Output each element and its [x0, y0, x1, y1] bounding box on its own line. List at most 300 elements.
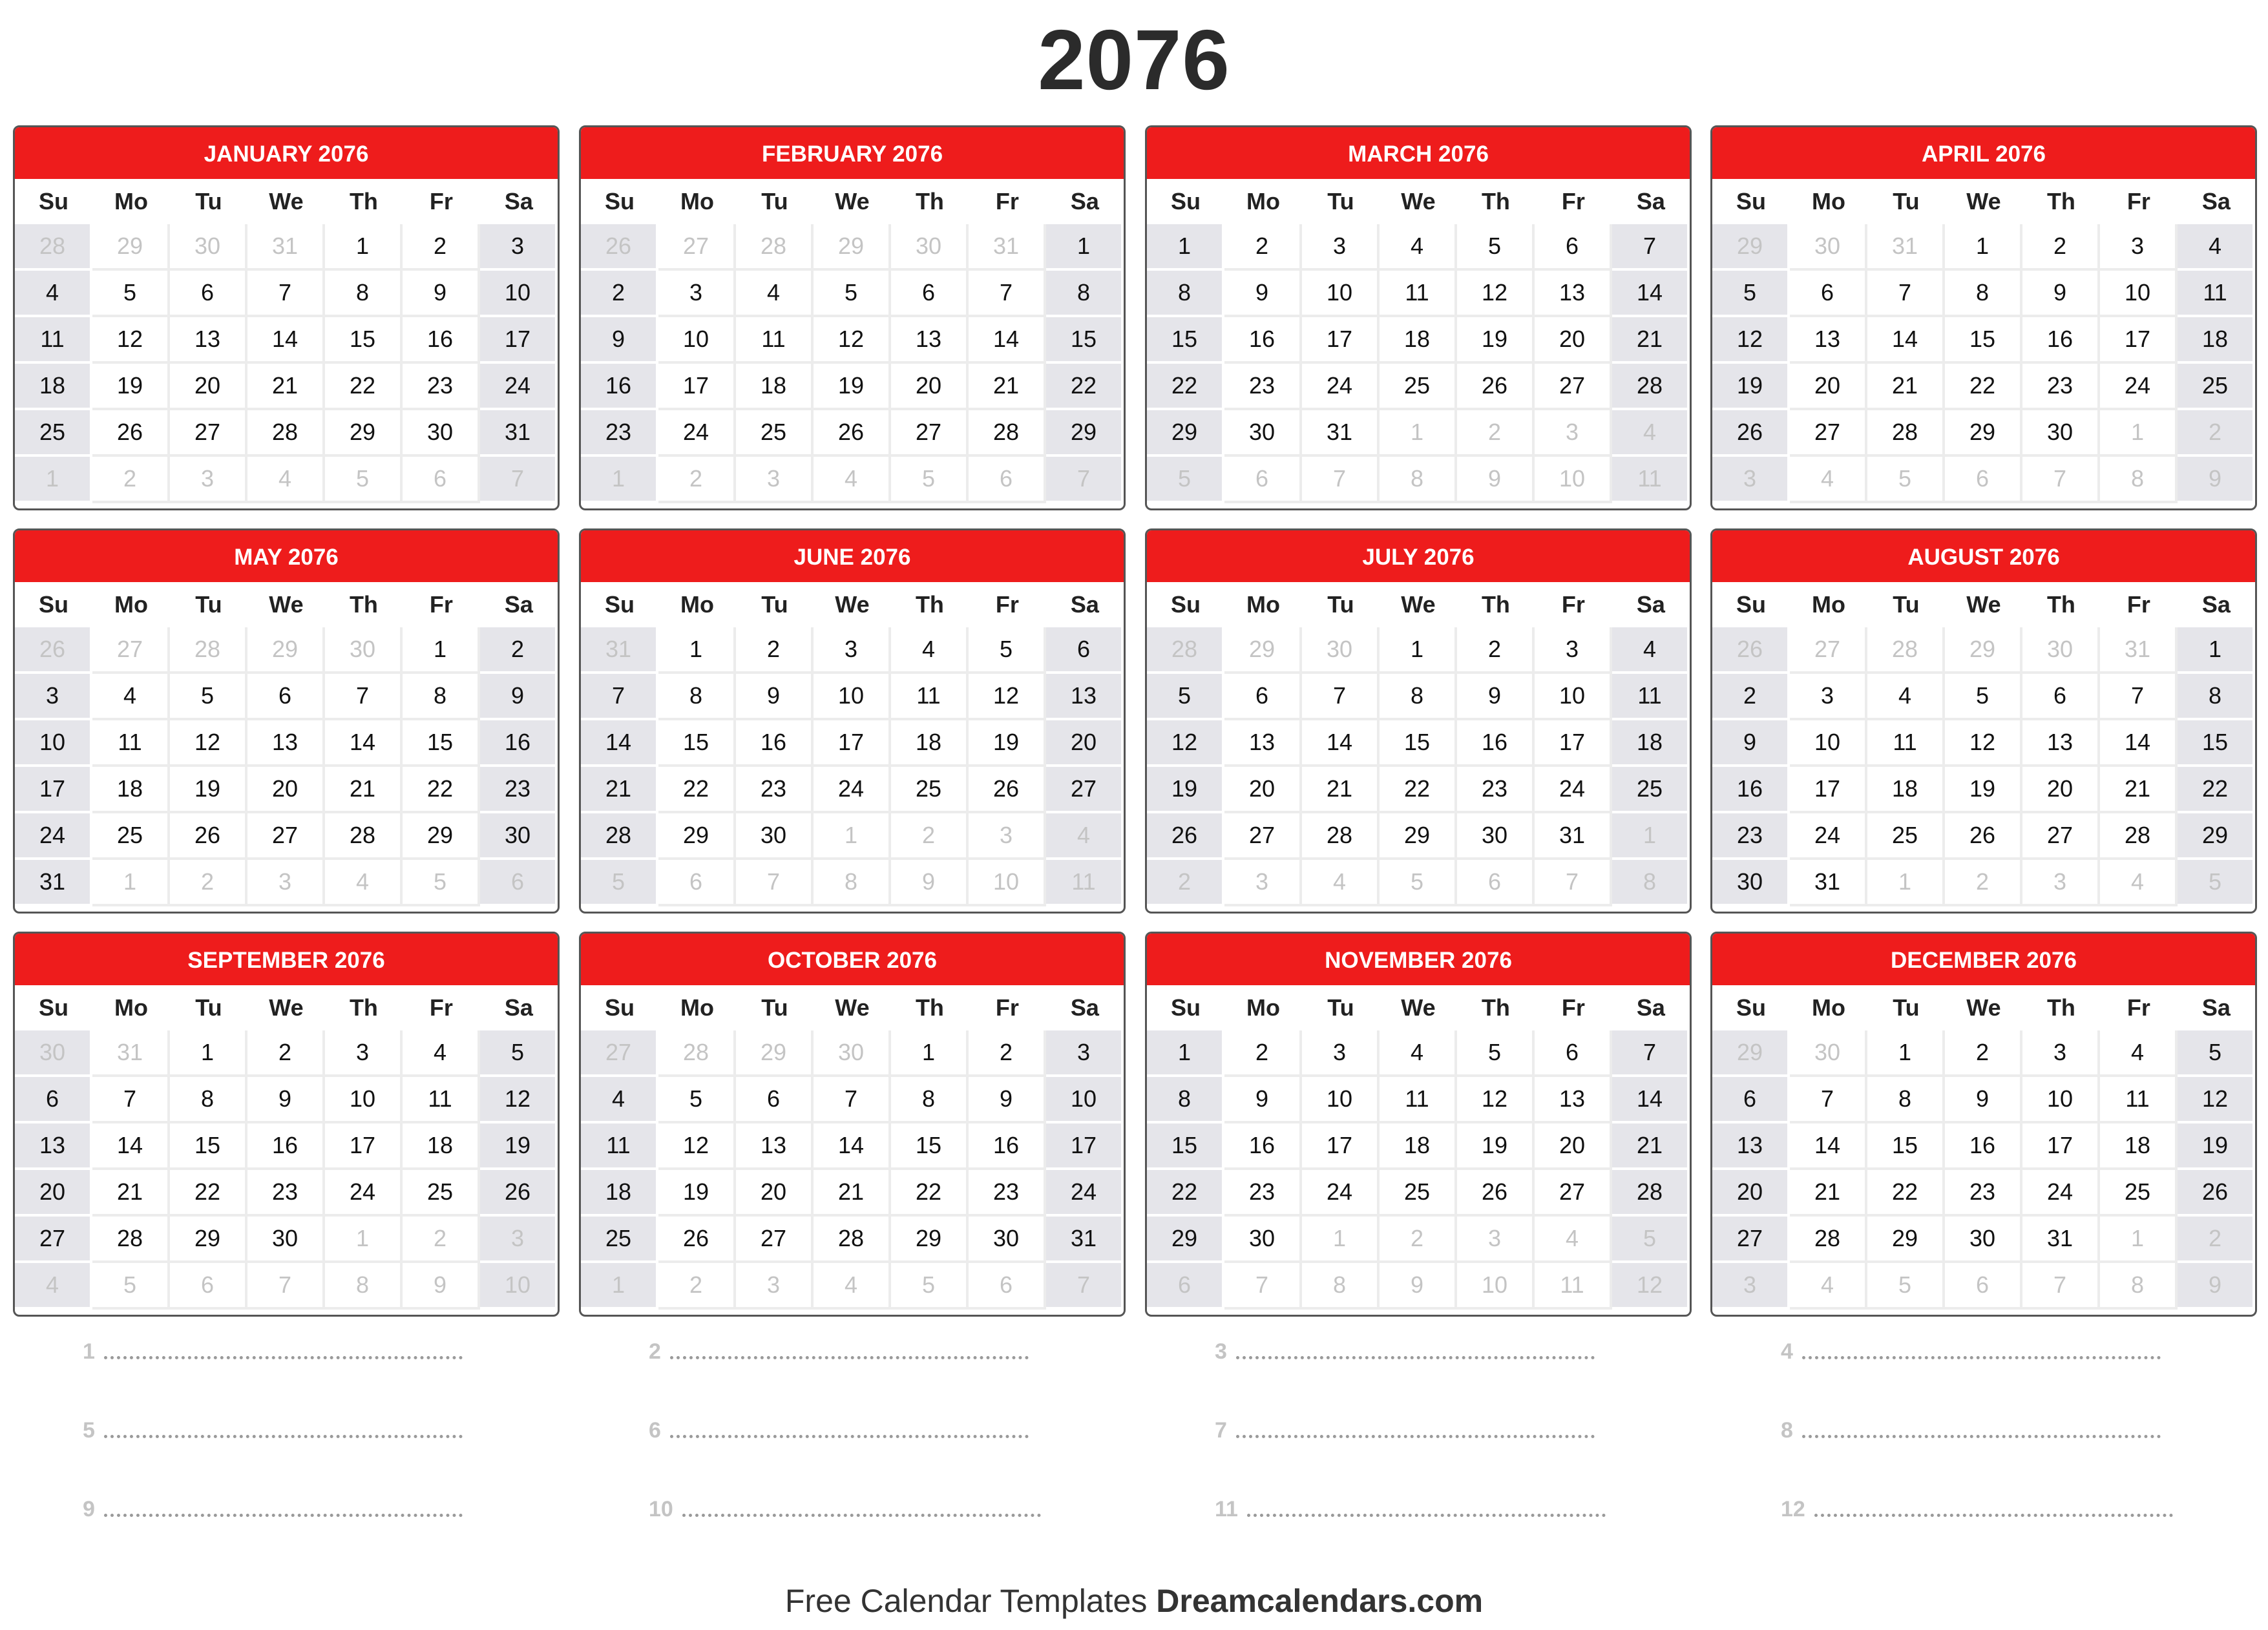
day-cell: 16 [480, 720, 558, 767]
note-line[interactable] [83, 1483, 463, 1522]
day-cell-adjacent-month: 5 [1380, 860, 1457, 906]
weekday-label: Th [915, 591, 944, 618]
day-cell: 18 [1612, 720, 1690, 767]
day-cell: 20 [1535, 1123, 1612, 1170]
day-cell-adjacent-month: 6 [1224, 457, 1302, 503]
day-cell: 17 [15, 767, 92, 813]
day-cell-adjacent-month: 5 [1867, 1263, 1945, 1310]
day-cell: 16 [1224, 317, 1302, 364]
day-cell: 30 [1712, 860, 1790, 906]
day-cell-adjacent-month: 7 [247, 1263, 325, 1310]
day-cell-adjacent-month: 9 [403, 1263, 480, 1310]
day-cell: 2 [1224, 224, 1302, 271]
note-number: 6 [649, 1418, 661, 1443]
day-cell: 19 [1147, 767, 1224, 813]
note-dotted-line [1236, 1410, 1595, 1438]
day-cell: 9 [736, 674, 814, 720]
month-calendar [1710, 528, 2257, 914]
weekday-label: Mo [114, 188, 148, 214]
day-cell: 10 [2100, 271, 2178, 317]
day-cell: 29 [1147, 1217, 1224, 1263]
day-cell: 29 [403, 813, 480, 860]
day-cell: 23 [1224, 364, 1302, 410]
weekday-label: Su [1736, 591, 1766, 618]
weekday-label: Th [2046, 994, 2075, 1021]
month-title: MARCH 2076 [1147, 127, 1690, 179]
day-cell: 26 [1457, 364, 1535, 410]
weekday-label: Th [349, 188, 378, 214]
day-cell: 31 [2022, 1217, 2100, 1263]
weekday-label: Tu [1327, 591, 1354, 618]
day-cell: 5 [1147, 674, 1224, 720]
day-cell: 3 [2022, 1030, 2100, 1077]
weekday-label: Sa [2201, 188, 2231, 214]
day-cell: 20 [1712, 1170, 1790, 1217]
day-cell: 7 [969, 271, 1046, 317]
day-cell: 15 [1945, 317, 2022, 364]
day-cell: 5 [1457, 224, 1535, 271]
day-cell: 13 [1224, 720, 1302, 767]
weekday-label: Fr [2126, 188, 2150, 214]
day-grid [15, 627, 558, 906]
note-line[interactable] [649, 1483, 1041, 1522]
month-calendar [1145, 125, 1692, 510]
weekday-label: Tu [195, 188, 222, 214]
day-cell-adjacent-month: 28 [1867, 627, 1945, 674]
weekday-label: Mo [1246, 188, 1280, 214]
day-cell: 25 [2100, 1170, 2178, 1217]
day-cell: 27 [1790, 410, 1867, 457]
day-cell: 13 [247, 720, 325, 767]
day-cell-adjacent-month: 29 [1712, 224, 1790, 271]
day-cell: 14 [1867, 317, 1945, 364]
day-cell: 25 [891, 767, 969, 813]
day-cell: 13 [1790, 317, 1867, 364]
day-cell: 5 [2178, 1030, 2255, 1077]
day-cell: 20 [247, 767, 325, 813]
note-number: 3 [1215, 1339, 1227, 1364]
day-cell-adjacent-month: 3 [2022, 860, 2100, 906]
day-cell: 11 [403, 1077, 480, 1123]
day-cell: 10 [1790, 720, 1867, 767]
day-cell: 6 [1046, 627, 1124, 674]
day-cell: 11 [1380, 1077, 1457, 1123]
day-cell: 6 [1535, 1030, 1612, 1077]
weekday-label: Fr [1561, 994, 1585, 1021]
day-cell-adjacent-month: 9 [891, 860, 969, 906]
note-line[interactable] [1215, 1405, 1595, 1443]
day-cell-adjacent-month: 2 [1380, 1217, 1457, 1263]
day-cell-adjacent-month: 29 [1224, 627, 1302, 674]
month-calendar [1710, 125, 2257, 510]
day-cell: 27 [1535, 364, 1612, 410]
day-cell: 15 [2178, 720, 2255, 767]
day-cell: 20 [736, 1170, 814, 1217]
day-cell: 5 [170, 674, 247, 720]
weekday-label: Mo [1811, 591, 1845, 618]
day-cell: 23 [736, 767, 814, 813]
day-cell: 30 [1457, 813, 1535, 860]
weekday-label: We [1966, 994, 2001, 1021]
day-cell: 14 [969, 317, 1046, 364]
day-cell-adjacent-month: 31 [2100, 627, 2178, 674]
day-cell: 6 [2022, 674, 2100, 720]
day-cell-adjacent-month: 2 [658, 1263, 736, 1310]
day-cell: 4 [736, 271, 814, 317]
day-cell: 12 [969, 674, 1046, 720]
day-cell-adjacent-month: 28 [170, 627, 247, 674]
day-cell: 30 [736, 813, 814, 860]
note-line[interactable] [83, 1405, 463, 1443]
note-line[interactable] [83, 1326, 463, 1364]
day-cell-adjacent-month: 3 [1712, 1263, 1790, 1310]
day-cell: 13 [1046, 674, 1124, 720]
day-cell: 21 [1612, 1123, 1690, 1170]
weekday-label: Fr [2126, 591, 2150, 618]
day-cell: 5 [814, 271, 891, 317]
day-cell: 27 [1712, 1217, 1790, 1263]
weekday-label: Fr [995, 994, 1019, 1021]
day-cell-adjacent-month: 27 [92, 627, 170, 674]
note-line[interactable] [1781, 1483, 2173, 1522]
day-cell-adjacent-month: 30 [325, 627, 403, 674]
day-cell: 20 [1046, 720, 1124, 767]
day-cell: 8 [1147, 1077, 1224, 1123]
day-cell: 25 [1380, 1170, 1457, 1217]
month-calendar [13, 125, 560, 510]
day-cell: 17 [325, 1123, 403, 1170]
day-grid [15, 1030, 558, 1310]
day-cell: 23 [1224, 1170, 1302, 1217]
weekday-label: Fr [2126, 994, 2150, 1021]
day-cell: 4 [15, 271, 92, 317]
day-cell-adjacent-month: 5 [92, 1263, 170, 1310]
day-cell-adjacent-month: 7 [2022, 1263, 2100, 1310]
weekday-label: Th [1481, 994, 1510, 1021]
day-cell: 11 [891, 674, 969, 720]
day-cell: 25 [736, 410, 814, 457]
day-cell: 22 [1147, 1170, 1224, 1217]
day-cell-adjacent-month: 28 [658, 1030, 736, 1077]
day-cell: 21 [1302, 767, 1380, 813]
day-cell: 2 [480, 627, 558, 674]
weekday-label: Th [915, 994, 944, 1021]
day-cell: 13 [15, 1123, 92, 1170]
note-dotted-line [1247, 1489, 1606, 1517]
day-cell: 24 [1302, 1170, 1380, 1217]
day-cell: 12 [2178, 1077, 2255, 1123]
day-cell: 15 [1147, 317, 1224, 364]
weekday-label: Tu [195, 591, 222, 618]
weekday-label: Sa [1636, 994, 1665, 1021]
day-cell: 25 [581, 1217, 658, 1263]
weekday-label: Sa [504, 188, 533, 214]
day-cell: 3 [1535, 627, 1612, 674]
day-cell-adjacent-month: 30 [1302, 627, 1380, 674]
day-cell: 6 [247, 674, 325, 720]
weekday-label: We [269, 188, 304, 214]
day-cell-adjacent-month: 7 [1302, 457, 1380, 503]
day-cell: 9 [969, 1077, 1046, 1123]
day-cell: 24 [1302, 364, 1380, 410]
day-cell: 13 [891, 317, 969, 364]
day-cell: 9 [1712, 720, 1790, 767]
day-cell-adjacent-month: 7 [1046, 457, 1124, 503]
day-cell: 15 [403, 720, 480, 767]
day-cell: 1 [325, 224, 403, 271]
month-title: NOVEMBER 2076 [1147, 934, 1690, 985]
day-cell: 29 [891, 1217, 969, 1263]
day-cell-adjacent-month: 1 [2100, 1217, 2178, 1263]
day-cell: 15 [1867, 1123, 1945, 1170]
note-dotted-line [682, 1489, 1041, 1517]
day-cell: 24 [1535, 767, 1612, 813]
day-cell-adjacent-month: 30 [814, 1030, 891, 1077]
day-cell: 9 [247, 1077, 325, 1123]
day-cell: 16 [2022, 317, 2100, 364]
day-cell-adjacent-month: 2 [2178, 1217, 2255, 1263]
day-cell-adjacent-month: 2 [1147, 860, 1224, 906]
day-cell: 4 [2100, 1030, 2178, 1077]
month-title: FEBRUARY 2076 [581, 127, 1124, 179]
day-cell: 23 [969, 1170, 1046, 1217]
day-cell: 17 [2100, 317, 2178, 364]
day-grid [1712, 224, 2255, 503]
day-cell-adjacent-month: 11 [1535, 1263, 1612, 1310]
month-calendar [579, 125, 1126, 510]
note-line[interactable] [1215, 1326, 1595, 1364]
day-cell-adjacent-month: 30 [1790, 1030, 1867, 1077]
day-cell-adjacent-month: 3 [1224, 860, 1302, 906]
weekday-header [581, 985, 1124, 1030]
day-cell: 19 [1457, 1123, 1535, 1170]
day-cell-adjacent-month: 30 [1790, 224, 1867, 271]
note-line[interactable] [649, 1405, 1029, 1443]
day-cell: 17 [1535, 720, 1612, 767]
day-cell-adjacent-month: 2 [1457, 410, 1535, 457]
day-cell: 16 [403, 317, 480, 364]
month-calendar [13, 528, 560, 914]
day-cell: 8 [1380, 674, 1457, 720]
day-cell-adjacent-month: 2 [2178, 410, 2255, 457]
day-cell: 8 [1945, 271, 2022, 317]
weekday-header [1147, 179, 1690, 224]
note-line[interactable] [649, 1326, 1029, 1364]
day-cell: 9 [1224, 271, 1302, 317]
day-cell: 11 [1867, 720, 1945, 767]
day-cell: 2 [581, 271, 658, 317]
weekday-header [1712, 582, 2255, 627]
day-cell: 20 [891, 364, 969, 410]
weekday-label: We [269, 591, 304, 618]
day-cell: 7 [325, 674, 403, 720]
day-cell: 1 [1147, 1030, 1224, 1077]
day-cell: 28 [92, 1217, 170, 1263]
day-cell-adjacent-month: 3 [1457, 1217, 1535, 1263]
day-cell: 16 [1712, 767, 1790, 813]
day-cell-adjacent-month: 8 [1380, 457, 1457, 503]
day-cell: 6 [1790, 271, 1867, 317]
day-cell: 29 [2178, 813, 2255, 860]
day-cell: 27 [1046, 767, 1124, 813]
day-cell: 5 [658, 1077, 736, 1123]
day-cell-adjacent-month: 3 [170, 457, 247, 503]
weekday-label: Fr [995, 591, 1019, 618]
day-cell: 14 [325, 720, 403, 767]
weekday-label: Sa [1070, 591, 1099, 618]
day-cell-adjacent-month: 4 [1612, 410, 1690, 457]
weekday-header [15, 985, 558, 1030]
day-cell: 12 [1147, 720, 1224, 767]
day-cell: 24 [2100, 364, 2178, 410]
day-cell: 2 [736, 627, 814, 674]
day-cell: 22 [170, 1170, 247, 1217]
day-cell: 22 [403, 767, 480, 813]
day-cell-adjacent-month: 5 [1147, 457, 1224, 503]
day-cell: 9 [1224, 1077, 1302, 1123]
day-cell: 19 [1457, 317, 1535, 364]
day-cell: 28 [581, 813, 658, 860]
note-line[interactable] [1215, 1483, 1606, 1522]
note-number: 5 [83, 1418, 95, 1443]
day-cell: 26 [658, 1217, 736, 1263]
day-cell: 31 [1535, 813, 1612, 860]
year-title: 2076 [1038, 12, 1230, 107]
day-cell: 13 [1712, 1123, 1790, 1170]
day-cell-adjacent-month: 2 [170, 860, 247, 906]
day-cell: 23 [1457, 767, 1535, 813]
day-cell: 25 [2178, 364, 2255, 410]
weekday-label: Su [1170, 591, 1201, 618]
day-cell: 15 [1046, 317, 1124, 364]
day-cell: 13 [170, 317, 247, 364]
day-cell: 13 [1535, 1077, 1612, 1123]
weekday-label: Fr [429, 188, 453, 214]
day-cell: 21 [92, 1170, 170, 1217]
note-dotted-line [104, 1410, 463, 1438]
day-cell-adjacent-month: 27 [581, 1030, 658, 1077]
day-cell: 2 [969, 1030, 1046, 1077]
weekday-label: Tu [195, 994, 222, 1021]
day-cell-adjacent-month: 8 [325, 1263, 403, 1310]
day-cell: 16 [581, 364, 658, 410]
weekday-label: Sa [504, 994, 533, 1021]
month-title: SEPTEMBER 2076 [15, 934, 558, 985]
day-cell-adjacent-month: 2 [92, 457, 170, 503]
day-cell: 26 [2178, 1170, 2255, 1217]
day-cell: 30 [403, 410, 480, 457]
day-cell: 7 [1612, 1030, 1690, 1077]
day-cell: 25 [1867, 813, 1945, 860]
day-cell: 8 [891, 1077, 969, 1123]
day-cell: 12 [1457, 1077, 1535, 1123]
day-cell-adjacent-month: 9 [2178, 457, 2255, 503]
weekday-label: Fr [995, 188, 1019, 214]
day-cell-adjacent-month: 11 [1046, 860, 1124, 906]
day-cell-adjacent-month: 7 [2022, 457, 2100, 503]
day-cell-adjacent-month: 4 [1790, 1263, 1867, 1310]
day-cell-adjacent-month: 30 [891, 224, 969, 271]
day-cell: 2 [1457, 627, 1535, 674]
day-cell-adjacent-month: 26 [15, 627, 92, 674]
day-cell: 19 [170, 767, 247, 813]
day-cell: 14 [1612, 1077, 1690, 1123]
day-cell: 14 [92, 1123, 170, 1170]
day-cell-adjacent-month: 1 [2100, 410, 2178, 457]
day-cell: 25 [1380, 364, 1457, 410]
day-cell: 25 [403, 1170, 480, 1217]
day-cell-adjacent-month: 3 [1535, 410, 1612, 457]
day-cell: 5 [1712, 271, 1790, 317]
day-cell: 12 [1712, 317, 1790, 364]
day-cell-adjacent-month: 10 [480, 1263, 558, 1310]
day-cell-adjacent-month: 8 [2100, 457, 2178, 503]
day-cell-adjacent-month: 1 [814, 813, 891, 860]
day-cell: 9 [581, 317, 658, 364]
day-cell: 22 [891, 1170, 969, 1217]
day-cell: 10 [658, 317, 736, 364]
day-cell: 22 [1867, 1170, 1945, 1217]
day-cell-adjacent-month: 31 [581, 627, 658, 674]
day-cell: 30 [2022, 410, 2100, 457]
day-cell: 26 [170, 813, 247, 860]
month-title: JULY 2076 [1147, 530, 1690, 582]
day-cell: 15 [1147, 1123, 1224, 1170]
day-cell: 18 [1380, 1123, 1457, 1170]
note-dotted-line [1802, 1332, 2161, 1359]
day-cell-adjacent-month: 7 [480, 457, 558, 503]
day-cell-adjacent-month: 5 [891, 457, 969, 503]
day-cell: 24 [1046, 1170, 1124, 1217]
weekday-header [1147, 582, 1690, 627]
day-cell: 29 [325, 410, 403, 457]
day-cell: 29 [1147, 410, 1224, 457]
weekday-label: Tu [761, 591, 788, 618]
note-dotted-line [1802, 1410, 2161, 1438]
day-cell: 29 [658, 813, 736, 860]
day-cell: 23 [1945, 1170, 2022, 1217]
day-cell-adjacent-month: 5 [891, 1263, 969, 1310]
day-cell: 18 [403, 1123, 480, 1170]
weekday-label: Sa [1636, 591, 1665, 618]
day-cell: 17 [658, 364, 736, 410]
weekday-label: Th [1481, 188, 1510, 214]
day-cell: 12 [658, 1123, 736, 1170]
day-cell: 26 [1457, 1170, 1535, 1217]
day-cell: 27 [736, 1217, 814, 1263]
day-cell: 17 [480, 317, 558, 364]
day-cell-adjacent-month: 4 [1046, 813, 1124, 860]
weekday-label: Mo [1811, 994, 1845, 1021]
weekday-label: We [1966, 188, 2001, 214]
day-cell: 6 [1224, 674, 1302, 720]
day-cell: 25 [92, 813, 170, 860]
day-cell: 18 [92, 767, 170, 813]
day-cell: 21 [1612, 317, 1690, 364]
day-grid [15, 224, 558, 503]
day-cell: 18 [1867, 767, 1945, 813]
weekday-label: Su [1170, 188, 1201, 214]
day-cell: 21 [1790, 1170, 1867, 1217]
day-grid [581, 224, 1124, 503]
note-line[interactable] [1781, 1326, 2161, 1364]
weekday-label: We [1401, 591, 1436, 618]
note-line[interactable] [1781, 1405, 2161, 1443]
day-cell-adjacent-month: 3 [480, 1217, 558, 1263]
day-cell: 19 [1712, 364, 1790, 410]
day-cell: 10 [1302, 1077, 1380, 1123]
day-cell: 29 [1867, 1217, 1945, 1263]
